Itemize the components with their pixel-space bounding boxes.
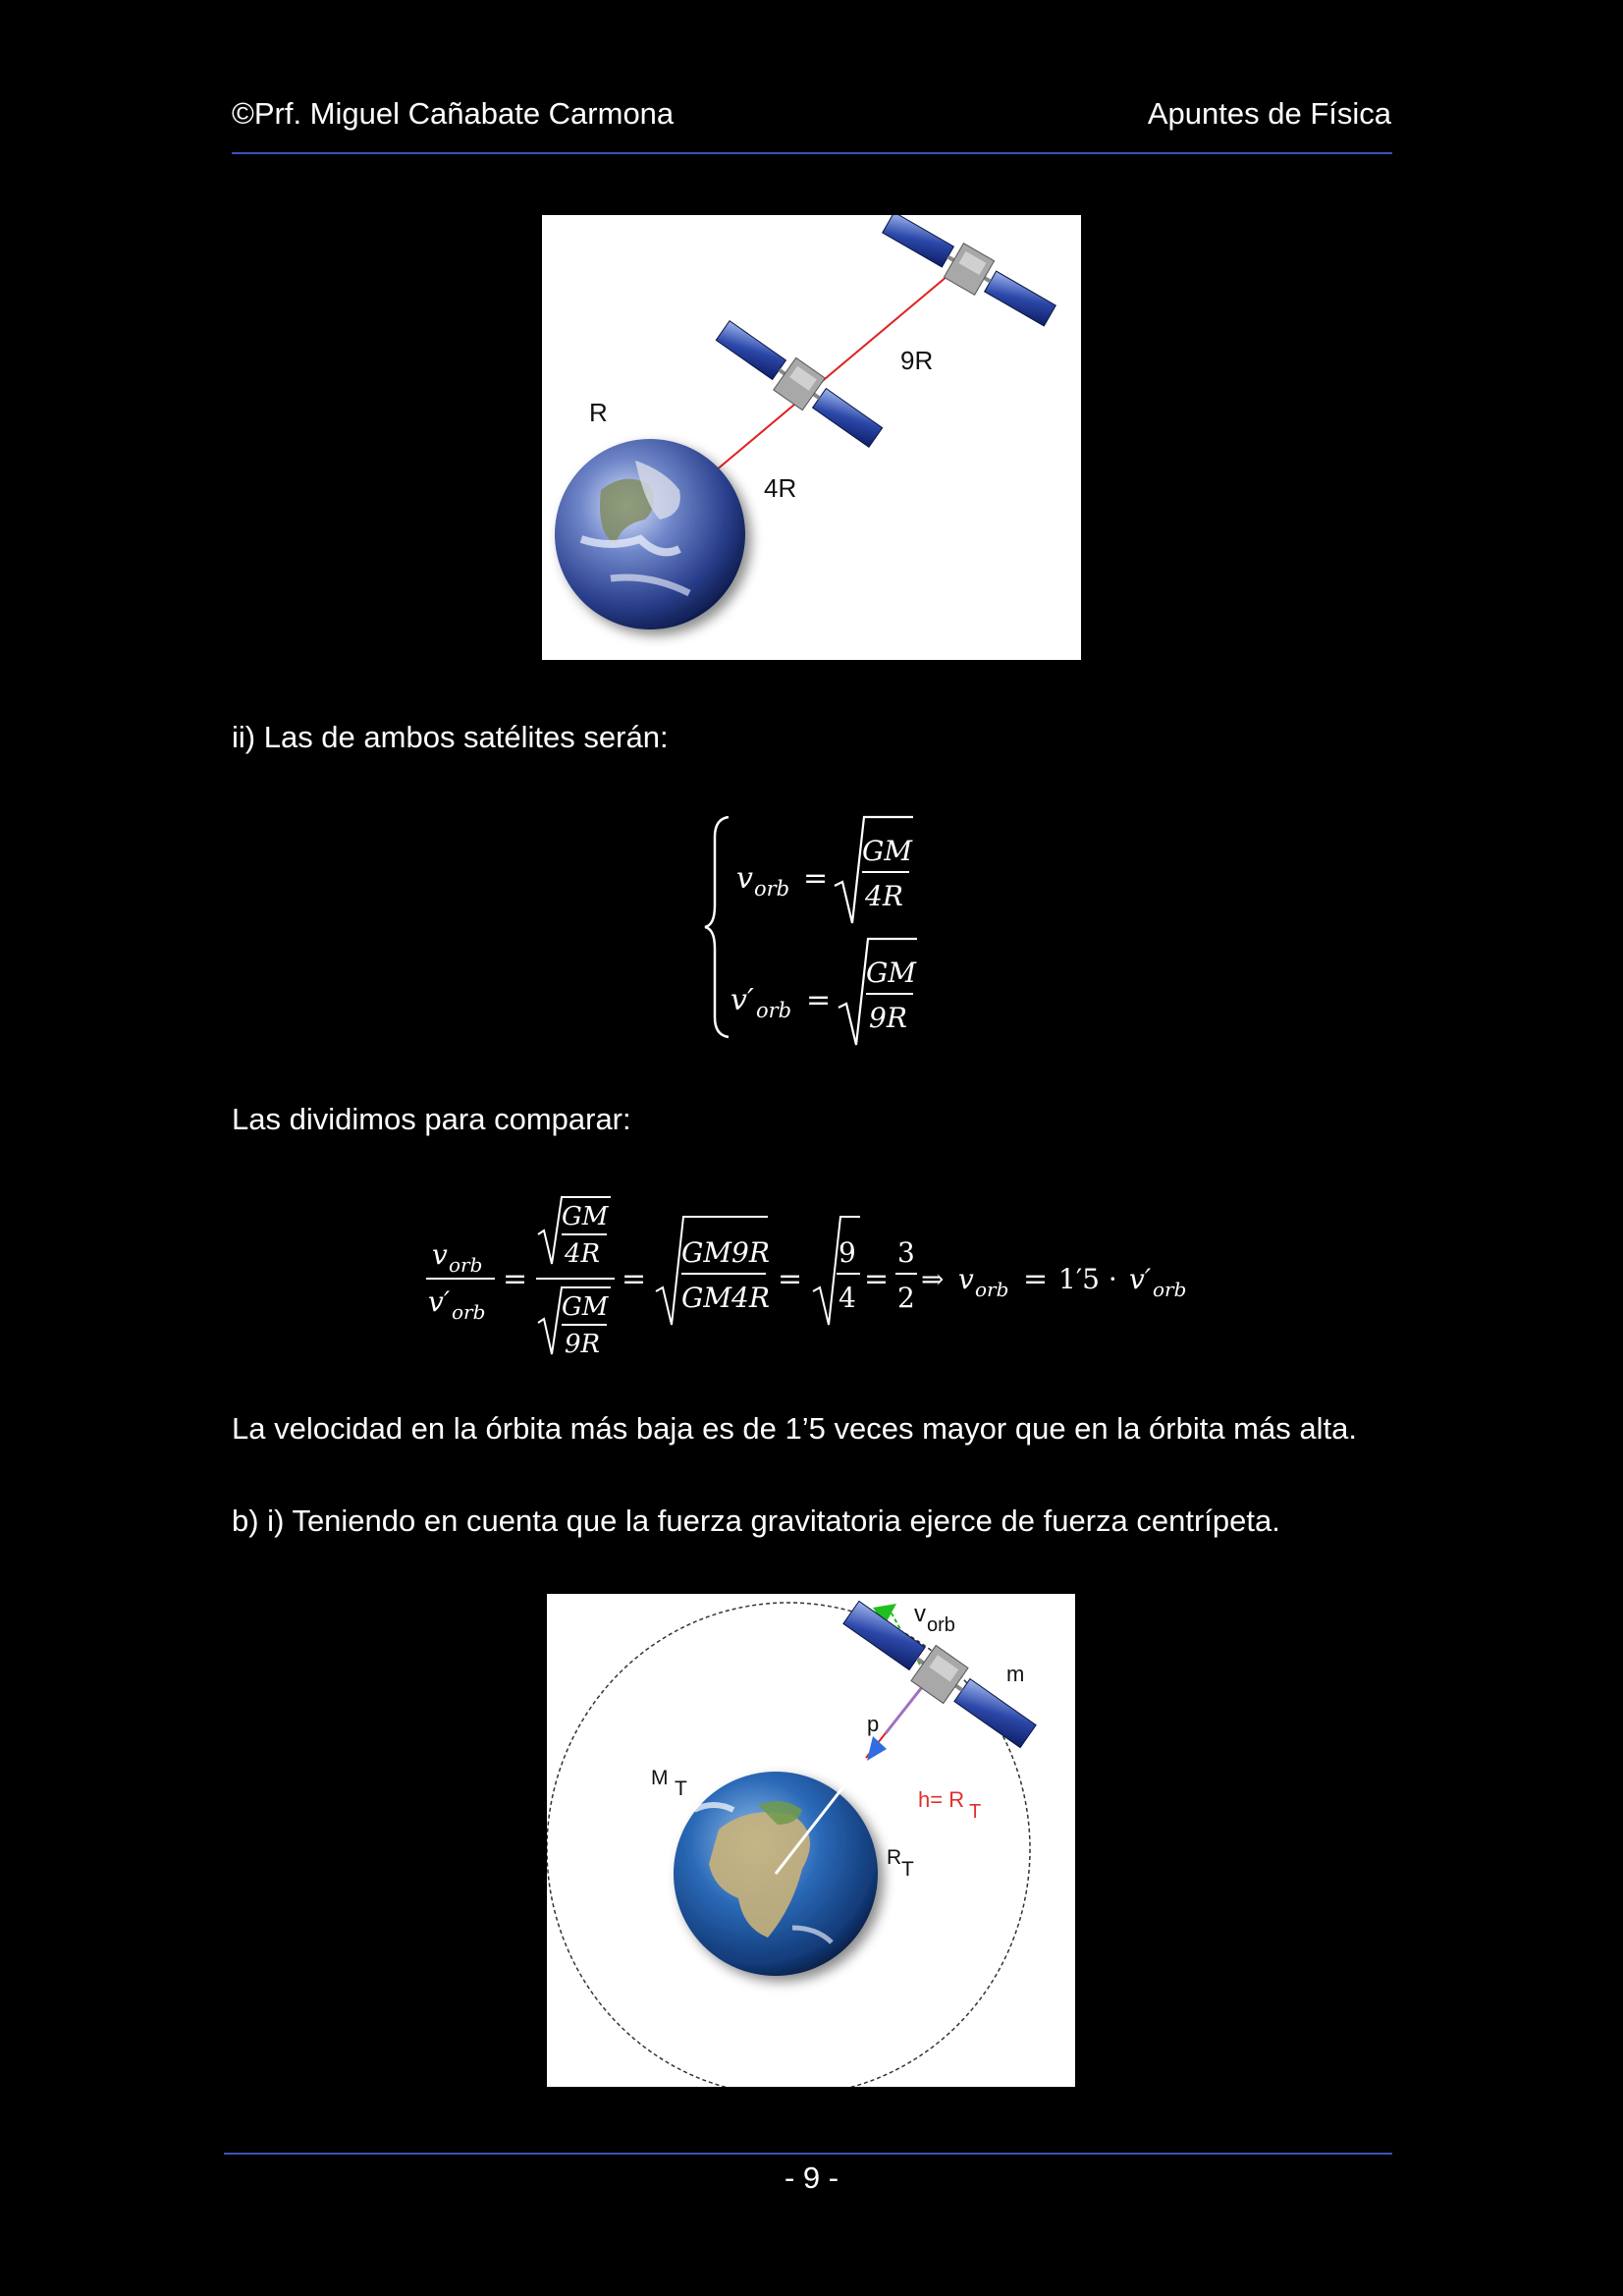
svg-text:orb: orb (756, 999, 792, 1022)
svg-text:orb: orb (754, 877, 790, 901)
svg-text:2: 2 (897, 1282, 915, 1314)
svg-text:v: v (432, 1238, 448, 1271)
svg-text:=: = (778, 1262, 803, 1296)
svg-text:GM: GM (862, 835, 913, 867)
svg-text:GM9R: GM9R (681, 1236, 770, 1269)
equation-system (707, 807, 923, 1048)
label-h: h= R (918, 1787, 965, 1812)
svg-text:orb: orb (1153, 1278, 1187, 1301)
svg-text:v′: v′ (428, 1285, 451, 1318)
svg-text:v: v (736, 861, 753, 896)
footer-divider (224, 2153, 1392, 2155)
svg-text:GM: GM (562, 1202, 609, 1231)
label-p: p (867, 1712, 880, 1736)
svg-text:⇒: ⇒ (921, 1263, 945, 1295)
label-9r: 9R (900, 346, 934, 375)
paragraph-b-i: b) i) Teniendo en cuenta que la fuerza gravitatoria ejerce de fuerza centrípeta. (232, 1503, 1280, 1538)
satellite-icon (879, 215, 1060, 333)
label-v-sub: orb (927, 1614, 955, 1636)
earth-icon (555, 439, 745, 629)
svg-text:orb: orb (449, 1253, 483, 1277)
svg-text:=: = (803, 861, 829, 896)
gravity-force-arrow (867, 1736, 887, 1761)
paragraph-compare: Las dividimos para comparar: (232, 1102, 631, 1136)
label-rt: R (887, 1846, 902, 1869)
svg-text:3: 3 (897, 1236, 915, 1269)
svg-text:orb: orb (452, 1300, 486, 1324)
svg-text:9R: 9R (565, 1330, 601, 1359)
header-author: ©Prf. Miguel Cañabate Carmona (232, 96, 675, 131)
svg-text:v: v (958, 1263, 974, 1295)
svg-text:GM: GM (866, 957, 917, 989)
paragraph-conclusion: La velocidad en la órbita más baja es de 1’5 veces mayor que en la órbita más alta. (232, 1411, 1357, 1446)
figure-satellite-orbits (542, 215, 1081, 660)
svg-text:4: 4 (839, 1282, 856, 1314)
svg-text:9R: 9R (869, 1002, 907, 1034)
svg-text:=: = (622, 1262, 647, 1296)
page-number: - 9 - (784, 2160, 839, 2195)
svg-text:4R: 4R (565, 1239, 601, 1269)
label-r: R (589, 398, 608, 427)
svg-text:GM4R: GM4R (681, 1282, 770, 1314)
paragraph-ii: ii) Las de ambos satélites serán: (232, 720, 669, 754)
label-mt-sub: T (675, 1777, 687, 1800)
svg-text:v′: v′ (1129, 1263, 1152, 1295)
label-v: v (914, 1601, 926, 1627)
label-4r: 4R (764, 473, 797, 503)
label-h-sub: T (969, 1801, 982, 1823)
header-subject: Apuntes de Física (1147, 96, 1391, 131)
svg-text:=: = (806, 983, 832, 1017)
label-m: m (1006, 1662, 1025, 1686)
header-divider (232, 152, 1392, 154)
orbit-radius-line (709, 276, 947, 476)
svg-text:v′: v′ (730, 983, 754, 1017)
svg-text:9: 9 (839, 1236, 856, 1269)
svg-text:=: = (503, 1262, 528, 1296)
label-mt: M (651, 1767, 669, 1789)
label-rt-sub: T (901, 1858, 914, 1881)
svg-text:=: = (864, 1262, 890, 1296)
svg-text:4R: 4R (865, 880, 903, 912)
equation-ratio (422, 1193, 1208, 1365)
svg-text:orb: orb (975, 1278, 1009, 1301)
satellite-icon (712, 314, 888, 454)
svg-text:1′5 ·: 1′5 · (1058, 1263, 1117, 1295)
svg-text:=: = (1023, 1262, 1049, 1296)
svg-text:GM: GM (562, 1292, 609, 1322)
figure-satellite-earth-orbit (547, 1594, 1075, 2087)
